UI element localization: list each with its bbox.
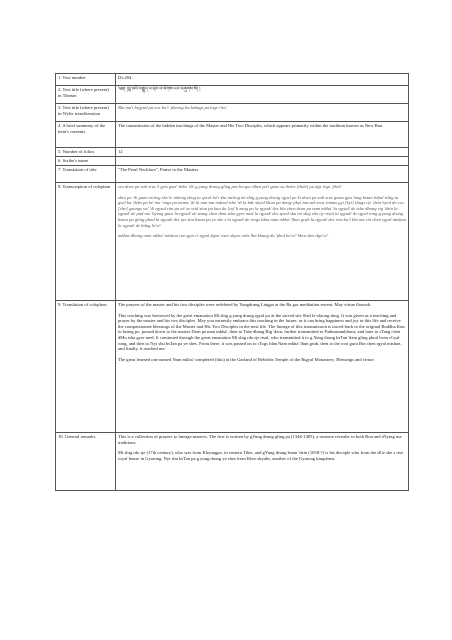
row-text-number bbox=[56, 74, 409, 86]
label-general-remarks: 10. General remarks bbox=[56, 433, 116, 491]
colophon-transcription-paragraph: ces dran pa sab srus 3 gyis gsol 'debs 'di/ g.yung drung gling pas ba gor dben pa'i gnas su thobs [thob] pa dge legs 'phel/ bbox=[118, 184, 342, 189]
colophon-translation-paragraph: The prayers of the master and his two disciples were redeleted by Yungdrung Lingpa at the Ba gor meditation retreat. May virtue flourish. bbox=[118, 302, 372, 307]
row-folios bbox=[56, 148, 409, 157]
value-title-translation: "The Pearl Necklace", Praise to the Masters bbox=[116, 166, 409, 183]
row-wylie-title bbox=[56, 104, 409, 122]
row-title-translation bbox=[56, 166, 409, 183]
colophon-transcription-paragraph: mkhas dbang nam mkha' mtshan can gyis ri rgyal dgon rtser skyes rabs lha khang du 'phul ba'o// bkra shis dge'o// bbox=[118, 233, 328, 239]
label-summary: 4. A brief summary of the item's contents bbox=[56, 122, 116, 148]
row-scribe bbox=[56, 157, 409, 166]
label-folios: 5. Number of folios bbox=[56, 148, 116, 157]
value-colophon-transcription bbox=[116, 183, 409, 301]
row-general-remarks bbox=[56, 433, 409, 491]
label-tibetan-title: 2. Text title (where present) in Tibetan bbox=[56, 86, 116, 104]
value-scribe bbox=[116, 157, 409, 166]
general-remarks-paragraph: This is a collection of prayers to lineage masters. The first is written by gYung drung gling pa (1346-1405), a treasure revealer in both Bon and rNying ma traditions. bbox=[118, 434, 402, 445]
label-colophon-translation: 9. Translation of colophon bbox=[56, 301, 116, 433]
value-colophon-translation bbox=[116, 301, 409, 433]
metadata-table-body bbox=[56, 74, 409, 491]
row-colophon-translation bbox=[56, 301, 409, 433]
colophon-translation-paragraph: This teaching was bestowed by the great emanation Mi shig g.yung drung rgyal po at the sacred site Shel le rdzong drug. It was given as a teaching and prayer by the master and his two disciples. May you earnestly embrace this teaching in the future, as it can bring happiness and joy in this life and receive the compassionate blessings of the Master and His Two Disciples in the next life. The lineage of this transmission is traced back to the original Buddha Kun tu bzang po, passed down to the master Dran pa nam mkha', then to Tshe dbang Rig 'dzin, further transmitted to Padmasambhava, and later to sTang chen dMu tsha gyer med. It continued through the great emanation Mi shig rdo rje rtsal, who transmitted it to g.Yung drung bsTan 'dzin gling phud from rGyal rong, and then to Nyi shu bsTan pa ye shes. From there, it was passed on to rTogs ldan Nam mkha' lhun grub, then to the root guru Rin chen rgyal mtshan, and finally, it reached me. bbox=[118, 312, 405, 352]
label-wylie-title: 3. Text title (where present) in Wylie transliteration bbox=[56, 104, 116, 122]
colophon-translation-paragraph: The great learned one named Nam mkha' completed (this) at the Garland of Rebirths Temple of the Rigyal Monastery. Blessings and virtue. bbox=[118, 356, 375, 362]
value-general-remarks bbox=[116, 433, 409, 491]
value-text-number: Dv.204 bbox=[116, 74, 409, 86]
label-title-translation: 7. Translation of title bbox=[56, 166, 116, 183]
general-remarks-paragraph: Mi shig rdo rje (17th century), who was from Khyungpo, in eastern Tibet, and gYung drung bstan 'dzin (1658-?) is his disciple who from the dGe she s rtse royal house in Gyarong, Nyi shu bsTan pa g.yung drung ye shes from Khro skyabs, another of the Gyarong kingdoms. bbox=[118, 450, 403, 461]
colophon-transcription-paragraph: zhes pa 'di gnas mchog she le rdzong drug tu sprul ba'i sku mchog mi shig g.yung drung rgyal po ki dran pa sab srus gsum gyis lung bstan bskul tshig tu gsol ba 'debs pa la/ ma 'ongs pa mams 'di la nan tan mdzod tshe 'di la bde skyid khan pa dang/ phyi ma sab srus rnmas gyi [kyi] thugs rje 'dzin byed do ces [che] gsungs so/ 'di rgyud rim pa ni/ se srid ston pa kun du [tu] b zang po la rgyud/ des bla chen dran pa nam mkha' la rgyud/ de tshe dbang rig 'dzin la rgyud/ de pad ma 'byung gnas la rgyud/ de stang chen dmu tsha gyer med la rgyud/ des sprul sku mi shig rdo rje rtsal la rgyud/ de rgyal rong g.yung drung bstan pa gling phud la rgyud/ des nyi shu bstan pa ye she s la rgyud/ de rtogs ldan nam mkha' lhun grub la rgyud/ des rtsa ba'i bla ma rin chen rgyal mtshan la rgyud/ de bdag la'o// bbox=[118, 194, 406, 228]
value-folios: 12 bbox=[116, 148, 409, 157]
metadata-table bbox=[55, 73, 409, 491]
row-colophon-transcription bbox=[56, 183, 409, 301]
value-summary: The transmission of the hidden teachings of the Master and His Two Disciples, which appears primarily within the tradition known as New Bon. bbox=[116, 122, 409, 148]
label-colophon-transcription: 8. Transcription of colophon bbox=[56, 183, 116, 301]
value-tibetan-title: ༄༅། །བླ་མའི་བརྒྱུད་པ་ཕྲེང་བ་ལེགས་པར་བཞུགས་སོ། ། bbox=[116, 86, 409, 104]
row-summary bbox=[56, 122, 409, 148]
label-scribe: 6. Scribe's name bbox=[56, 157, 116, 166]
value-wylie-title: Bla ma'i brgyud pa nor bu'i 'phreng ba bzhugs pa legs+ho/ bbox=[116, 104, 409, 122]
row-tibetan-title bbox=[56, 86, 409, 104]
label-text-number: 1. Text number bbox=[56, 74, 116, 86]
